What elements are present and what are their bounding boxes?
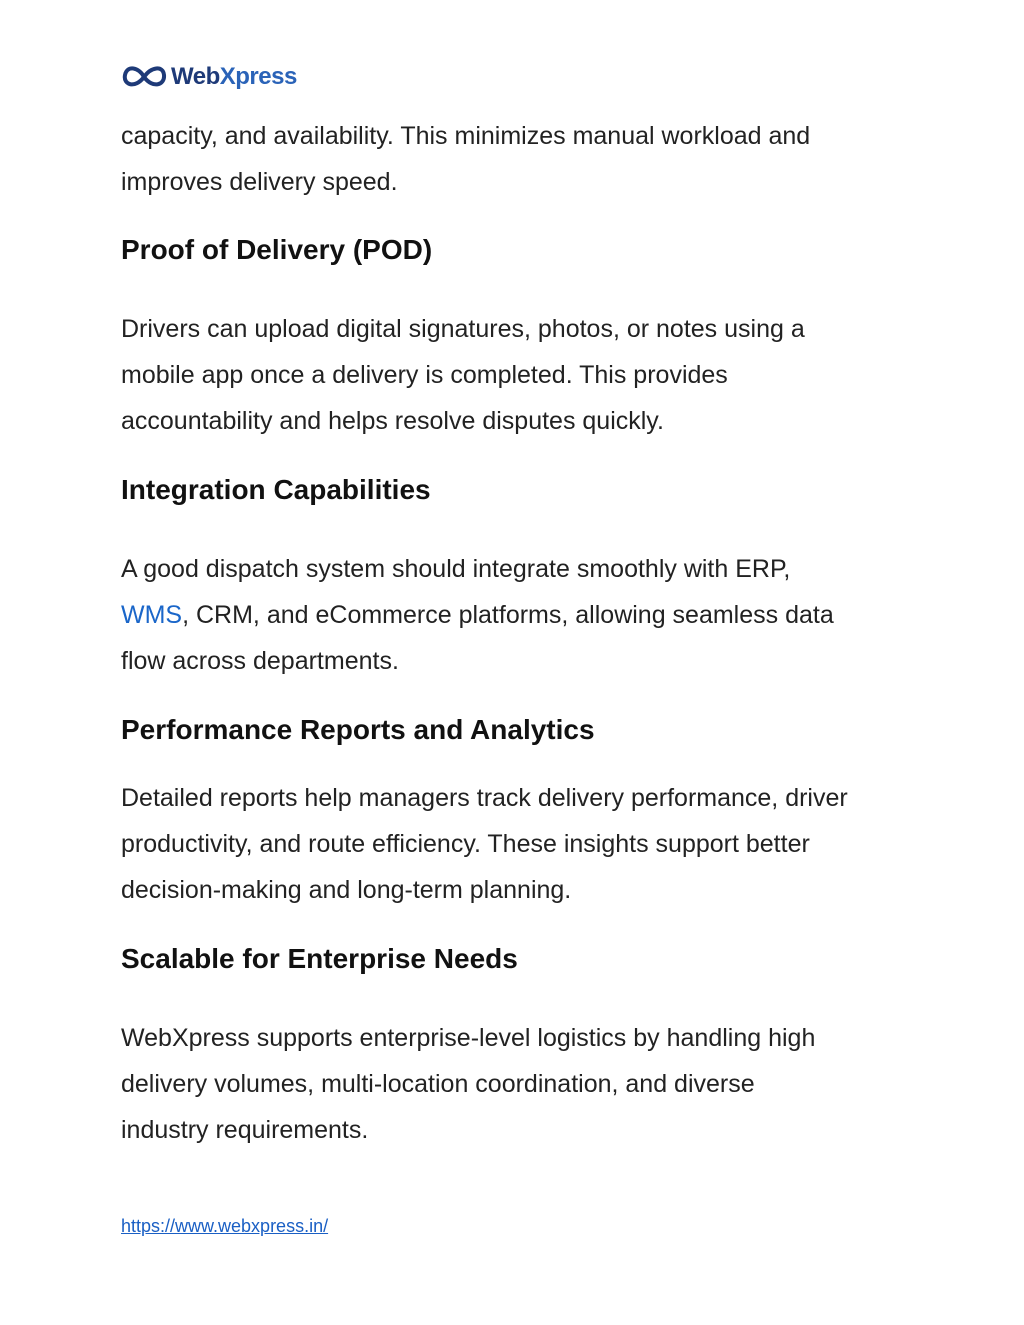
- brand-logo: [121, 60, 297, 94]
- heading-performance-reports: Performance Reports and Analytics: [121, 714, 595, 745]
- heading-integration-capabilities: Integration Capabilities: [121, 474, 431, 505]
- enterprise-line-2: delivery volumes, multi-location coordination, and diverse: [121, 1070, 755, 1098]
- paragraph-integration-capabilities: [121, 546, 921, 684]
- reports-line-3: decision-making and long-term planning.: [121, 876, 572, 904]
- heading-scalable-enterprise: Scalable for Enterprise Needs: [121, 943, 518, 974]
- paragraph-scalable-enterprise: [121, 1015, 921, 1153]
- heading-proof-of-delivery: Proof of Delivery (POD): [121, 234, 433, 265]
- integration-line-3: flow across departments.: [121, 647, 399, 675]
- pod-line-3: accountability and helps resolve disputes quickly.: [121, 407, 664, 435]
- document-body: [121, 113, 921, 1153]
- infinity-icon: [121, 61, 167, 93]
- pod-line-2: mobile app once a delivery is completed. This provides: [121, 361, 728, 389]
- reports-line-1: Detailed reports help managers track delivery performance, driver: [121, 784, 848, 812]
- paragraph-proof-of-delivery: [121, 306, 921, 444]
- pod-line-1: Drivers can upload digital signatures, photos, or notes using a: [121, 315, 805, 343]
- wms-link[interactable]: WMS: [121, 601, 183, 629]
- brand-name-web: Web: [171, 63, 220, 90]
- integration-line-1: A good dispatch system should integrate smoothly with ERP,: [121, 555, 791, 583]
- brand-name: [171, 65, 297, 89]
- reports-line-2: productivity, and route efficiency. These insights support better: [121, 830, 810, 858]
- integration-line-2: , CRM, and eCommerce platforms, allowing seamless data: [182, 601, 834, 629]
- intro-line-2: improves delivery speed.: [121, 168, 398, 196]
- brand-name-xpress: Xpress: [219, 63, 297, 90]
- paragraph-performance-reports: [121, 775, 921, 913]
- intro-line-1: capacity, and availability. This minimizes manual workload and: [121, 122, 811, 150]
- enterprise-line-3: industry requirements.: [121, 1116, 369, 1144]
- intro-paragraph: [121, 113, 921, 205]
- footer-website-link[interactable]: https://www.webxpress.in/: [121, 1216, 329, 1236]
- enterprise-line-1: WebXpress supports enterprise-level logistics by handling high: [121, 1024, 816, 1052]
